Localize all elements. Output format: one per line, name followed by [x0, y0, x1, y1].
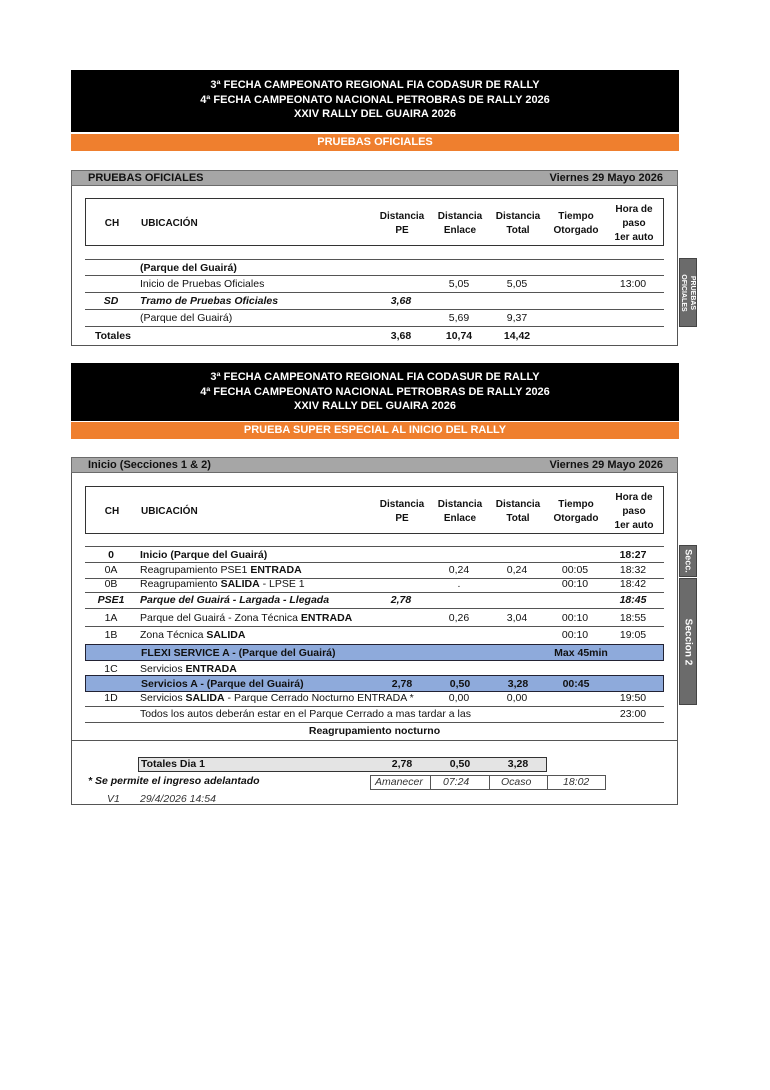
- totals-dia-total: 3,28: [507, 758, 529, 770]
- sun-times-sep-2: [489, 775, 490, 790]
- col-to-1: Distancia: [495, 499, 541, 510]
- advance-entry-note: * Se permite el ingreso adelantado: [88, 775, 260, 787]
- row-ubicacion-text: Reagrupamiento: [140, 578, 221, 590]
- side-tab-seccion-2-label: Seccion 2: [682, 618, 694, 665]
- row-tiempo: 00:05: [561, 564, 589, 576]
- regroup-divider: [71, 740, 678, 741]
- row-ubicacion-text-2: - LPSE 1: [259, 578, 305, 590]
- row-enlace: 5,05: [448, 278, 470, 290]
- row-ubicacion: (Parque del Guairá): [140, 262, 237, 274]
- row-total: 0,24: [506, 564, 528, 576]
- col-ubicacion: UBICACIÓN: [141, 506, 198, 517]
- section-bar-1-title: PRUEBAS OFICIALES: [88, 172, 204, 184]
- row-tiempo: 00:45: [562, 678, 590, 690]
- section-bar-1: [71, 170, 678, 186]
- col-ho-1: Hora de: [615, 204, 653, 215]
- row-hora: 18:32: [619, 564, 647, 576]
- row-ubicacion-bold: ENTRADA: [185, 663, 237, 675]
- col-ho-3: 1er auto: [614, 520, 654, 531]
- column-header-1: [85, 198, 664, 246]
- row-pe: 2,78: [390, 594, 412, 606]
- row-hora: 13:00: [619, 278, 647, 290]
- section-bar-2: [71, 457, 678, 473]
- header-line-1: 3ª FECHA CAMPEONATO REGIONAL FIA CODASUR DE RALLY: [210, 371, 540, 383]
- ocaso-label: Ocaso: [501, 776, 532, 788]
- totals-total: 14,42: [503, 330, 531, 342]
- row-ch: 0B: [104, 578, 118, 590]
- table-row: [85, 690, 664, 707]
- totals-dia-row: [138, 757, 547, 772]
- amanecer-label: Amanecer: [375, 776, 423, 788]
- col-ho-2: paso: [622, 506, 646, 517]
- row-ubicacion-text: Zona Técnica: [140, 629, 207, 641]
- col-ho-1: Hora de: [615, 492, 653, 503]
- table-row: [85, 627, 664, 644]
- table-row: [85, 576, 664, 593]
- col-ti-2: Otorgado: [553, 513, 599, 524]
- row-ubicacion: Todos los autos deberán estar en el Parque Cerrado a mas tardar a las: [140, 708, 471, 720]
- row-hora: 18:45: [619, 594, 647, 606]
- row-ubicacion: [140, 610, 352, 627]
- col-en-2: Enlace: [443, 513, 477, 524]
- header-line-3: XXIV RALLY DEL GUAIRA 2026: [294, 400, 456, 412]
- col-ti-2: Otorgado: [553, 225, 599, 236]
- col-to-1: Distancia: [495, 211, 541, 222]
- totals-row: [85, 328, 664, 345]
- section-bar-1-date: Viernes 29 Mayo 2026: [549, 172, 663, 184]
- col-en-2: Enlace: [443, 225, 477, 236]
- header-line-2: 4ª FECHA CAMPEONATO NACIONAL PETROBRAS DE RALLY 2026: [200, 93, 550, 106]
- row-enlace: .: [457, 578, 461, 590]
- row-hora: 18:55: [619, 612, 647, 624]
- row-ubicacion-bold: SALIDA: [185, 692, 225, 704]
- row-ubicacion: Inicio (Parque del Guairá): [140, 549, 268, 561]
- row-total: 3,04: [506, 612, 528, 624]
- table-row-flexi-service: [85, 644, 664, 661]
- row-ubicacion: (Parque del Guairá): [140, 312, 233, 324]
- sun-times-sep-1: [430, 775, 431, 790]
- row-tiempo: Max 45min: [554, 647, 608, 659]
- row-ubicacion-text: Servicios: [140, 663, 186, 675]
- row-ubicacion: Inicio de Pruebas Oficiales: [140, 278, 265, 290]
- table-row: [85, 259, 664, 276]
- col-ho-2: paso: [622, 218, 646, 229]
- row-tiempo: 00:10: [561, 629, 589, 641]
- section-bar-2-date: Viernes 29 Mayo 2026: [549, 459, 663, 471]
- banner-pruebas-oficiales: PRUEBAS OFICIALES: [71, 134, 679, 151]
- totals-dia-pe: 2,78: [391, 758, 413, 770]
- row-hora: 19:50: [619, 692, 647, 704]
- table-row: [85, 310, 664, 327]
- row-enlace: 0,26: [448, 612, 470, 624]
- row-ubicacion-text-2: - Parque Cerrado Nocturno ENTRADA *: [224, 692, 414, 704]
- header-line-2: 4ª FECHA CAMPEONATO NACIONAL PETROBRAS DE RALLY 2026: [200, 385, 550, 398]
- row-ubicacion: [140, 576, 305, 593]
- column-header-2: [85, 486, 664, 534]
- side-tab-label: PRUEBAS OFICIALES: [680, 273, 696, 312]
- row-ubicacion: [140, 690, 414, 707]
- totals-label: Totales: [95, 330, 131, 342]
- row-hora: 19:05: [619, 629, 647, 641]
- col-to-2: Total: [506, 513, 530, 524]
- side-tab-secc-label: Secc.: [683, 549, 694, 573]
- col-en-1: Distancia: [437, 499, 483, 510]
- row-enlace: 0,00: [448, 692, 470, 704]
- row-ubicacion: Parque del Guairá - Largada - Llegada: [140, 594, 330, 606]
- row-ubicacion-bold: ENTRADA: [250, 564, 302, 576]
- row-ubicacion: FLEXI SERVICE A - (Parque del Guairá): [141, 647, 336, 659]
- col-en-1: Distancia: [437, 211, 483, 222]
- table-row: [85, 276, 664, 293]
- row-ubicacion-bold: ENTRADA: [300, 612, 353, 624]
- side-tab-seccion-2: [679, 578, 697, 705]
- totals-enlace: 10,74: [445, 330, 473, 342]
- row-tiempo: 00:10: [561, 612, 589, 624]
- header-line-3: XXIV RALLY DEL GUAIRA 2026: [294, 108, 456, 120]
- sun-times-box: [370, 775, 606, 790]
- regroup-label: Reagrupamiento nocturno: [308, 725, 441, 737]
- row-ubicacion-text: Parque del Guairá - Zona Técnica: [140, 612, 301, 624]
- row-ch: 0A: [104, 564, 118, 576]
- ocaso-time: 18:02: [563, 776, 590, 788]
- totals-dia-label: Totales Dia 1: [141, 758, 205, 770]
- col-to-2: Total: [506, 225, 530, 236]
- col-ch: CH: [104, 506, 120, 517]
- col-pe-2: PE: [395, 225, 409, 236]
- row-ch: 1D: [104, 692, 118, 704]
- row-ubicacion: Tramo de Pruebas Oficiales: [140, 295, 279, 307]
- row-hora: 18:42: [619, 578, 647, 590]
- col-ti-1: Tiempo: [558, 499, 594, 510]
- col-ti-1: Tiempo: [558, 211, 594, 222]
- row-ch: 0: [108, 549, 114, 561]
- col-pe-2: PE: [395, 513, 409, 524]
- row-ubicacion: Servicios A - (Parque del Guairá): [141, 678, 304, 690]
- row-hora: 18:27: [619, 549, 647, 561]
- row-enlace: 5,69: [448, 312, 470, 324]
- totals-dia-enlace: 0,50: [449, 758, 471, 770]
- header-block-1: [71, 70, 679, 132]
- version-date: 29/4/2026 14:54: [140, 793, 216, 805]
- amanecer-time: 07:24: [443, 776, 470, 788]
- row-ubicacion-text: Reagrupamiento PSE1: [140, 564, 251, 576]
- col-ho-3: 1er auto: [614, 232, 654, 243]
- row-ubicacion-bold: SALIDA: [220, 578, 260, 590]
- header-line-1: 3ª FECHA CAMPEONATO REGIONAL FIA CODASUR DE RALLY: [210, 79, 540, 91]
- row-enlace: 0,24: [448, 564, 470, 576]
- row-ch: 1B: [104, 629, 118, 641]
- col-ubicacion: UBICACIÓN: [141, 218, 198, 229]
- sun-times-sep-3: [547, 775, 548, 790]
- table-row: [85, 293, 664, 310]
- row-ch: 1C: [104, 663, 118, 675]
- totals-pe: 3,68: [390, 330, 412, 342]
- side-tab-secc: [679, 545, 697, 577]
- table-row: [85, 706, 664, 723]
- row-total: 0,00: [506, 692, 528, 704]
- row-total: 3,28: [507, 678, 529, 690]
- row-ch: PSE1: [97, 594, 125, 606]
- table-row: [85, 546, 664, 563]
- table-row: [85, 592, 664, 609]
- table-row: [85, 610, 664, 627]
- version-label: V1: [107, 793, 120, 805]
- row-pe: 3,68: [390, 295, 412, 307]
- row-ubicacion: [140, 627, 245, 644]
- row-ch: 1A: [104, 612, 118, 624]
- side-tab-pruebas-oficiales: [679, 258, 697, 327]
- col-pe-1: Distancia: [379, 499, 425, 510]
- row-ubicacion-bold: SALIDA: [206, 629, 246, 641]
- header-block-2: [71, 363, 679, 421]
- col-ch: CH: [104, 218, 120, 229]
- row-total: 5,05: [506, 278, 528, 290]
- row-tiempo: 00:10: [561, 578, 589, 590]
- row-ch: SD: [103, 295, 119, 307]
- row-ubicacion-text: Servicios: [140, 692, 186, 704]
- row-enlace: 0,50: [449, 678, 471, 690]
- col-pe-1: Distancia: [379, 211, 425, 222]
- row-pe: 2,78: [391, 678, 413, 690]
- row-hora: 23:00: [619, 708, 647, 720]
- banner-prueba-super-especial: PRUEBA SUPER ESPECIAL AL INICIO DEL RALLY: [71, 422, 679, 439]
- section-bar-2-title: Inicio (Secciones 1 & 2): [88, 459, 211, 471]
- row-total: 9,37: [506, 312, 528, 324]
